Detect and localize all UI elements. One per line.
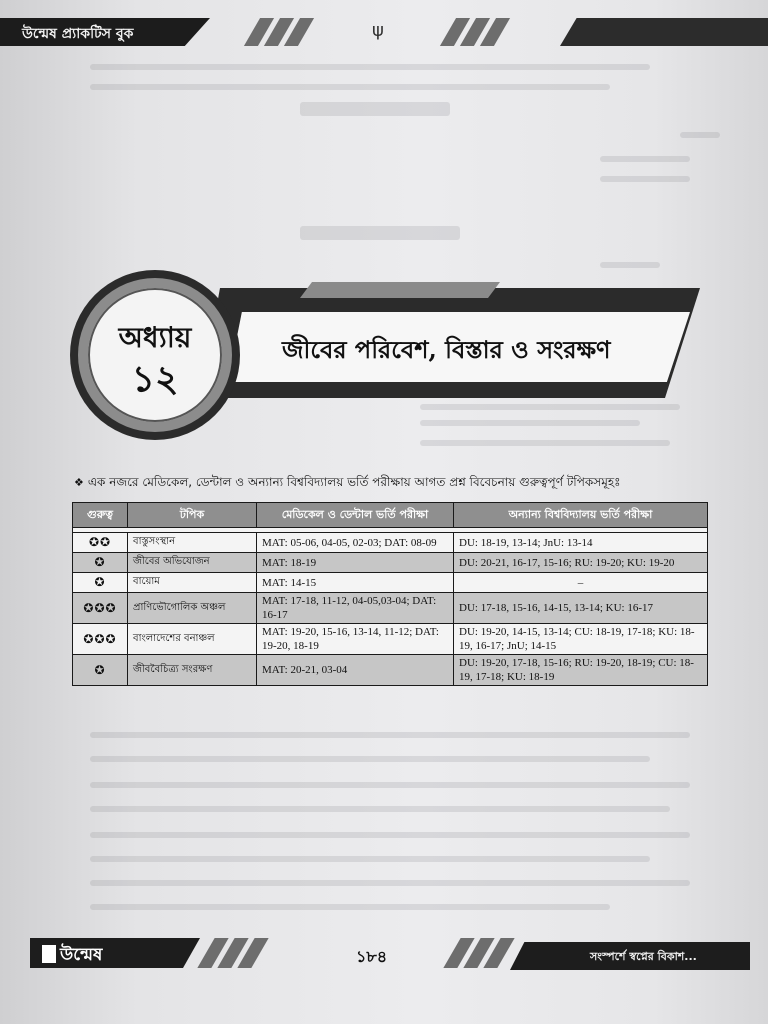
column-header-importance: গুরুত্ব bbox=[73, 503, 128, 528]
book-icon bbox=[42, 945, 56, 963]
table-row bbox=[73, 593, 708, 624]
table-row bbox=[73, 573, 708, 593]
medical-years-cell: MAT: 19-20, 15-16, 13-14, 11-12; DAT: 19-20, 18-19 bbox=[257, 624, 454, 655]
medical-years-cell: MAT: 20-21, 03-04 bbox=[257, 655, 454, 686]
medical-years-cell: MAT: 17-18, 11-12, 04-05,03-04; DAT: 16-17 bbox=[257, 593, 454, 624]
diamond-bullet-icon: ❖ bbox=[74, 476, 84, 489]
other-years-cell: DU: 18-19, 13-14; JnU: 13-14 bbox=[454, 533, 708, 553]
important-topics-table bbox=[72, 502, 708, 686]
other-years-cell: DU: 19-20, 17-18, 15-16; RU: 19-20, 18-19; CU: 18-19, 17-18; KU: 18-19 bbox=[454, 655, 708, 686]
importance-marks: ✪✪✪ bbox=[73, 624, 128, 655]
publisher-name: উন্মেষ bbox=[60, 945, 103, 965]
topic-cell: বাংলাদেশের বনাঞ্চল bbox=[128, 624, 257, 655]
other-years-cell: DU: 19-20, 14-15, 13-14; CU: 18-19, 17-18; KU: 18-19, 16-17; JnU; 14-15 bbox=[454, 624, 708, 655]
importance-marks: ✪✪✪ bbox=[73, 593, 128, 624]
book-title: উন্মেষ প্র্যাকটিস বুক bbox=[22, 26, 134, 42]
topic-cell: বায়োম bbox=[128, 573, 257, 593]
topic-cell: বাস্তুসংস্থান bbox=[128, 533, 257, 553]
publisher-logo bbox=[42, 942, 102, 970]
intro-line bbox=[74, 474, 694, 494]
chapter-number: ১২ bbox=[131, 358, 179, 400]
importance-marks: ✪ bbox=[73, 655, 128, 686]
flower-logo-icon: ψ bbox=[372, 20, 384, 41]
chapter-title: জীবের পরিবেশ, বিস্তার ও সংরক্ষণ bbox=[282, 335, 611, 364]
table-header-row bbox=[73, 503, 708, 528]
intro-text: এক নজরে মেডিকেল, ডেন্টাল ও অন্যান্য বিশ্ববিদ্যালয় ভর্তি পরীক্ষায় আগত প্রশ্ন বিবেচনায় গুরুত্বপূর্ণ টপিকসমূহঃ bbox=[87, 475, 621, 489]
medical-years-cell: MAT: 14-15 bbox=[257, 573, 454, 593]
medical-years-cell: MAT: 05-06, 04-05, 02-03; DAT: 08-09 bbox=[257, 533, 454, 553]
table-row bbox=[73, 655, 708, 686]
topic-cell: জীবের অভিযোজন bbox=[128, 553, 257, 573]
other-years-cell: DU: 17-18, 15-16, 14-15, 13-14; KU: 16-17 bbox=[454, 593, 708, 624]
chapter-word: অধ্যায় bbox=[118, 321, 192, 354]
topic-cell: জীববৈচিত্র্য সংরক্ষণ bbox=[128, 655, 257, 686]
topic-cell: প্রাণিভৌগোলিক অঞ্চল bbox=[128, 593, 257, 624]
medical-years-cell: MAT: 18-19 bbox=[257, 553, 454, 573]
table-row bbox=[73, 533, 708, 553]
page-header bbox=[0, 0, 768, 48]
importance-marks: ✪ bbox=[73, 553, 128, 573]
table-row bbox=[73, 553, 708, 573]
table-row bbox=[73, 624, 708, 655]
column-header-topic: টপিক bbox=[128, 503, 257, 528]
other-years-cell: DU: 20-21, 16-17, 15-16; RU: 19-20; KU: 19-20 bbox=[454, 553, 708, 573]
column-header-other-university: অন্যান্য বিশ্ববিদ্যালয় ভর্তি পরীক্ষা bbox=[454, 503, 708, 528]
column-header-medical-dental: মেডিকেল ও ডেন্টাল ভর্তি পরীক্ষা bbox=[257, 503, 454, 528]
page-number: ১৮৪ bbox=[356, 947, 388, 966]
importance-marks: ✪ bbox=[73, 573, 128, 593]
other-years-cell: – bbox=[454, 573, 708, 593]
importance-marks: ✪✪ bbox=[73, 533, 128, 553]
footer-slogan: সংস্পর্শে স্বপ্নের বিকাশ... bbox=[590, 950, 697, 963]
